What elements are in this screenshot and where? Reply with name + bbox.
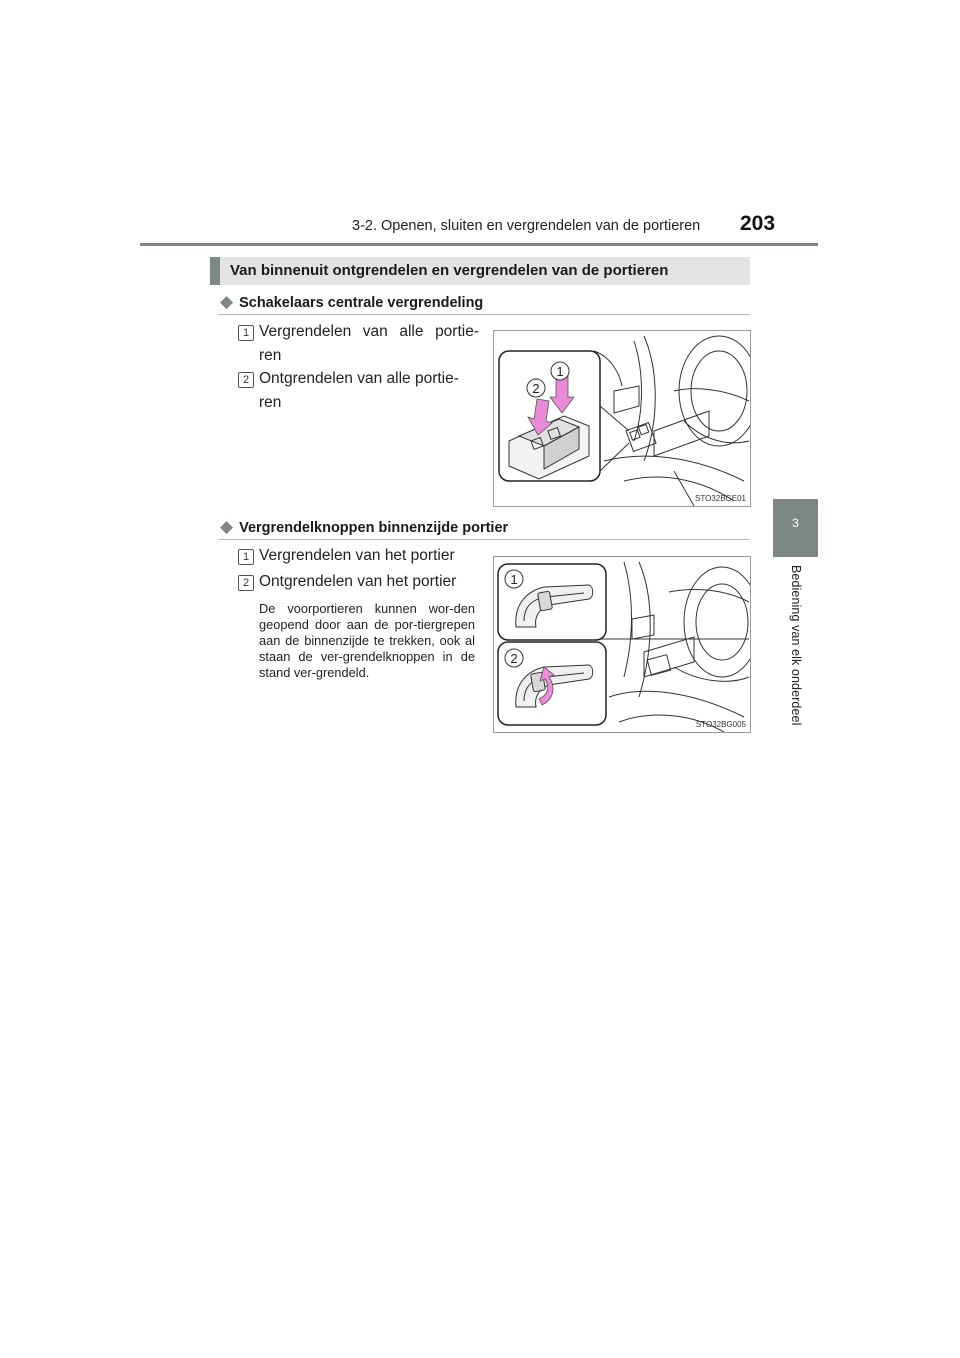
number-2-icon: 2 <box>238 575 254 591</box>
section-title: Van binnenuit ontgrendelen en vergrendelen van de portieren <box>230 262 669 279</box>
figure-inside-lock-knob <box>493 556 751 733</box>
list-item: Ontgrendelen van alle portie-ren <box>259 370 459 411</box>
callout-2: 2 <box>532 381 540 396</box>
subsection-title-text: Schakelaars centrale vergrendeling <box>239 295 484 311</box>
subsection-title-text: Vergrendelknoppen binnenzijde portier <box>239 520 509 536</box>
subsection-rule <box>218 539 750 540</box>
section-heading <box>210 257 750 285</box>
callout-1: 1 <box>556 364 564 379</box>
list-item: Vergrendelen van het portier <box>259 547 455 564</box>
chapter-tab-label: Bediening van elk onderdeel <box>789 565 803 726</box>
number-1-icon: 1 <box>238 325 254 341</box>
subsection-rule <box>218 314 750 315</box>
callout-2: 2 <box>510 651 518 666</box>
chapter-tab-number: 3 <box>792 516 799 530</box>
door-lock-knob-illustration <box>494 557 750 732</box>
subsection-title-2 <box>220 517 508 537</box>
diamond-icon: ◆ <box>220 517 234 536</box>
list-item: Ontgrendelen van het portier <box>259 573 457 590</box>
figure-code: STO32BGE01 <box>695 494 746 503</box>
header-rule <box>140 243 818 246</box>
subsection-title-1 <box>220 292 483 312</box>
callout-1: 1 <box>510 572 518 587</box>
note-paragraph: De voorportieren kunnen wor-den geopend door aan de por-tiergrepen aan de binnenzijde te trekken, ook al staan de ver-grendelknoppen in de stand ver-grendeld. <box>259 601 475 680</box>
number-1-icon: 1 <box>238 549 254 565</box>
number-2-icon: 2 <box>238 372 254 388</box>
door-lock-switch-illustration <box>494 331 750 506</box>
chapter-tab <box>773 499 818 557</box>
figure-code: STO32BG005 <box>695 720 746 729</box>
figure-central-lock-switch <box>493 330 751 507</box>
diamond-icon: ◆ <box>220 292 234 311</box>
chapter-header: 3-2. Openen, sluiten en vergrendelen van de portieren <box>352 218 701 234</box>
page-number: 203 <box>740 212 776 235</box>
list-item: Vergrendelen van alle portie-ren <box>259 323 479 364</box>
